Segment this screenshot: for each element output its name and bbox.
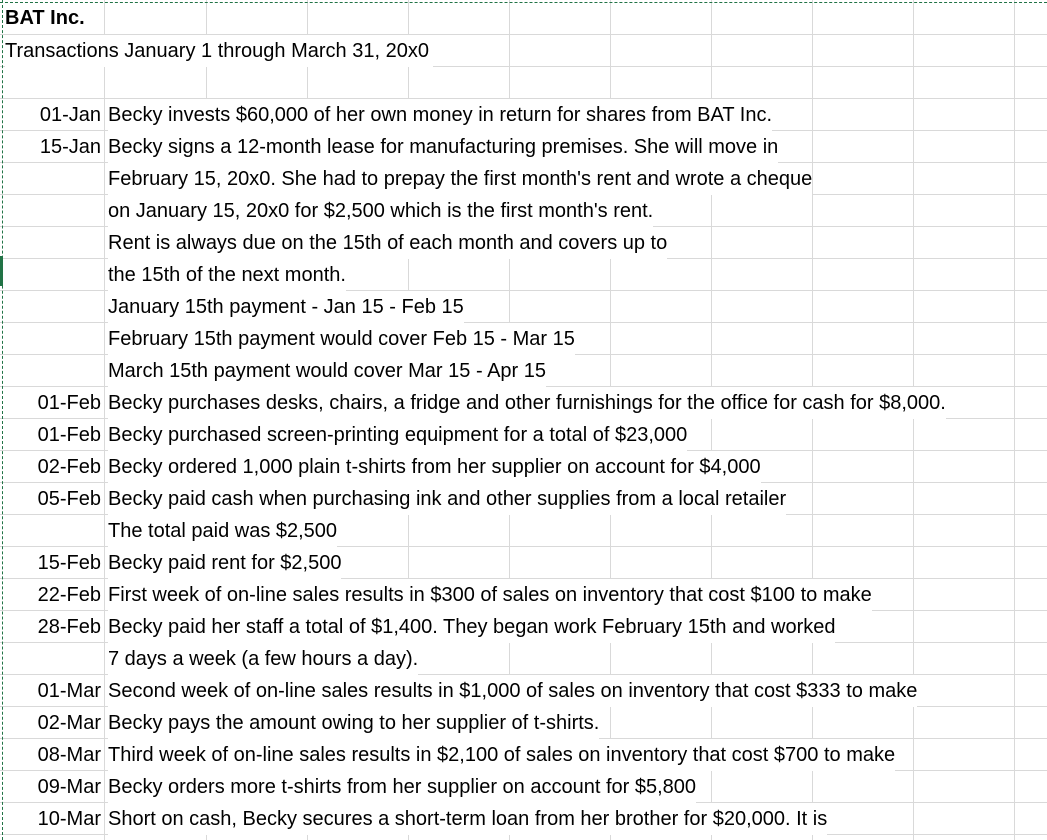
description-cell[interactable]: Becky invests $60,000 of her own money in return for shares from BAT Inc. bbox=[108, 99, 772, 131]
table-row[interactable] bbox=[0, 515, 1047, 547]
description-cell[interactable]: February 15th payment would cover Feb 15 - Mar 15 bbox=[108, 323, 575, 355]
date-cell[interactable]: 09-Mar bbox=[37, 776, 101, 798]
description-cell[interactable]: The total paid was $2,500 bbox=[108, 515, 337, 547]
table-row[interactable] bbox=[0, 611, 1047, 643]
description-cell[interactable]: Rent is always due on the 15th of each month and covers up to bbox=[108, 227, 667, 259]
sheet-subtitle-cell[interactable]: Transactions January 1 through March 31, 20x0 bbox=[5, 35, 433, 67]
description-cell[interactable]: January 15th payment - Jan 15 - Feb 15 bbox=[108, 291, 464, 323]
description-cell[interactable]: Third week of on-line sales results in $2,100 of sales on inventory that cost $700 to make bbox=[108, 739, 895, 771]
table-row[interactable] bbox=[0, 771, 1047, 803]
sheet-title-cell[interactable]: BAT Inc. bbox=[5, 4, 85, 32]
date-cell[interactable]: 15-Jan bbox=[39, 136, 101, 158]
date-cell[interactable]: 01-Feb bbox=[37, 424, 101, 446]
table-row[interactable] bbox=[0, 355, 1047, 387]
table-row[interactable] bbox=[0, 387, 1047, 419]
table-row[interactable] bbox=[0, 227, 1047, 259]
description-cell[interactable]: March 15th payment would cover Mar 15 - Apr 15 bbox=[108, 355, 546, 387]
date-cell[interactable]: 15-Feb bbox=[37, 552, 101, 574]
description-cell[interactable]: Becky paid cash when purchasing ink and other supplies from a local retailer bbox=[108, 483, 786, 515]
table-row[interactable] bbox=[0, 579, 1047, 611]
description-cell[interactable]: Becky pays the amount owing to her supplier of t-shirts. bbox=[108, 707, 599, 739]
table-row[interactable] bbox=[0, 259, 1047, 291]
table-row[interactable] bbox=[0, 419, 1047, 451]
table-row[interactable] bbox=[0, 163, 1047, 195]
date-cell[interactable]: 28-Feb bbox=[37, 616, 101, 638]
date-cell[interactable]: 05-Feb bbox=[37, 488, 101, 510]
table-row[interactable] bbox=[0, 323, 1047, 355]
description-cell[interactable]: Becky purchased screen-printing equipment for a total of $23,000 bbox=[108, 419, 687, 451]
description-cell[interactable]: Becky paid rent for $2,500 bbox=[108, 547, 341, 579]
table-row[interactable] bbox=[0, 675, 1047, 707]
date-cell[interactable]: 01-Jan bbox=[39, 104, 101, 126]
date-cell[interactable]: 22-Feb bbox=[37, 584, 101, 606]
description-cell[interactable]: Becky purchases desks, chairs, a fridge and other furnishings for the office for cash for $8,000. bbox=[108, 387, 946, 419]
table-row[interactable] bbox=[0, 803, 1047, 835]
date-cell[interactable]: 01-Feb bbox=[37, 392, 101, 414]
description-cell[interactable]: Becky signs a 12-month lease for manufacturing premises. She will move in bbox=[108, 131, 778, 163]
date-cell[interactable]: 02-Mar bbox=[37, 712, 101, 734]
table-row[interactable] bbox=[0, 643, 1047, 675]
table-row[interactable] bbox=[0, 547, 1047, 579]
table-row[interactable] bbox=[0, 451, 1047, 483]
date-cell[interactable]: 02-Feb bbox=[37, 456, 101, 478]
table-row[interactable] bbox=[0, 739, 1047, 771]
description-cell[interactable]: Short on cash, Becky secures a short-term loan from her brother for $20,000. It is bbox=[108, 803, 827, 835]
table-row[interactable] bbox=[0, 99, 1047, 131]
description-cell[interactable]: Becky paid her staff a total of $1,400. They began work February 15th and worked bbox=[108, 611, 835, 643]
description-cell[interactable]: Becky orders more t-shirts from her supplier on account for $5,800 bbox=[108, 771, 696, 803]
description-cell[interactable]: Becky ordered 1,000 plain t-shirts from her supplier on account for $4,000 bbox=[108, 451, 761, 483]
description-cell[interactable]: 7 days a week (a few hours a day). bbox=[108, 643, 418, 675]
table-row[interactable] bbox=[0, 195, 1047, 227]
description-cell[interactable]: on January 15, 20x0 for $2,500 which is the first month's rent. bbox=[108, 195, 653, 227]
description-cell[interactable]: Second week of on-line sales results in $1,000 of sales on inventory that cost $333 to make bbox=[108, 675, 917, 707]
table-row[interactable] bbox=[0, 291, 1047, 323]
table-row[interactable] bbox=[0, 707, 1047, 739]
table-row[interactable] bbox=[0, 131, 1047, 163]
table-row[interactable] bbox=[0, 483, 1047, 515]
date-cell[interactable]: 10-Mar bbox=[37, 808, 101, 830]
description-cell[interactable]: First week of on-line sales results in $300 of sales on inventory that cost $100 to make bbox=[108, 579, 872, 611]
date-cell[interactable]: 08-Mar bbox=[37, 744, 101, 766]
date-cell[interactable]: 01-Mar bbox=[37, 680, 101, 702]
copy-marquee-top bbox=[0, 2, 1047, 3]
description-cell[interactable]: February 15, 20x0. She had to prepay the first month's rent and wrote a cheque bbox=[108, 163, 812, 195]
description-cell[interactable]: the 15th of the next month. bbox=[108, 259, 346, 291]
